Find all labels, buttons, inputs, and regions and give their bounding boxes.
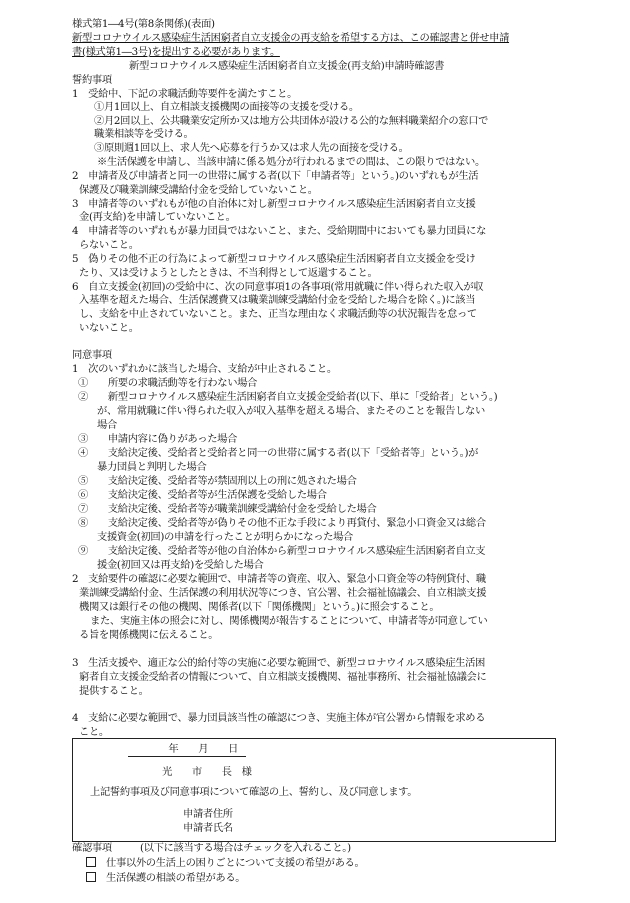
consent-line: ① 所要の求職活動等を行わない場合 (78, 377, 258, 389)
notice-line: 新型コロナウイルス感染症生活困窮者自立支援金の再支給を希望する方は、この確認書と併せ申請 (72, 32, 510, 44)
pledge-line: 5 偽りその他不正の行為によって新型コロナウイルス感染症生活困窮者自立支援金を受け (72, 253, 476, 265)
pledge-line: 6 自立支援金(初回)の受給中に、次の同意事項1の各事項(常用就職に伴い得られた収入が収 (72, 281, 484, 293)
consent-line: ⑤ 支給決定後、受給者等が禁固刑以上の刑に処された場合 (78, 475, 357, 487)
consent-line: ⑦ 支給決定後、受給者等が職業訓練受講給付金を受給した場合 (78, 503, 377, 515)
consent-line: こと。 (79, 726, 109, 738)
consent-line: ③ 申請内容に偽りがあった場合 (78, 433, 238, 445)
pledge-line: 1 受給中、下記の求職活動等要件を満たすこと。 (72, 88, 298, 100)
date-line: 年 月 日 (128, 743, 246, 757)
consent-line: 援金(初回又は再支給)を受給した場合 (97, 559, 264, 571)
consent-line: る旨を関係機関に伝えること。 (79, 629, 219, 641)
consent-line: 2 支給要件の確認に必要な範囲で、申請者等の資産、収入、緊急小口資金等の特例貸付、職 (72, 573, 486, 585)
checkbox-row[interactable] (86, 857, 364, 870)
applicant-address-label: 申請者住所 (183, 808, 233, 820)
pledge-line: 職業相談等を受ける。 (94, 128, 194, 140)
check-heading: 確認事項 (72, 842, 112, 854)
checkbox[interactable] (86, 872, 96, 882)
consent-line: 支援資金(初回)の申請を行ったことが明らかになった場合 (97, 531, 354, 543)
pledge-line: し、支給を中止されていないこと。また、正当な理由なく求職活動等の状況報告を怠って (79, 308, 477, 320)
consent-line: また、実施主体の照会に対し、関係機関が報告することについて、申請者等が同意してい (90, 615, 488, 627)
notice-line: 書(様式第1―3号)を提出する必要があります。 (72, 46, 280, 58)
consent-line: 1 次のいずれかに該当した場合、支給が中止されること。 (72, 363, 337, 375)
pledge-line: 入基準を超えた場合、生活保護費又は職業訓練受講給付金を受給した場合を除く。)に該当 (79, 294, 476, 306)
consent-line: 業訓練受講給付金、生活保護の利用状況等につき、官公署、社会福祉協議会、自立相談支援 (79, 587, 487, 599)
pledge-line: いないこと。 (79, 322, 139, 334)
pledge-line: 4 申請者等のいずれもが暴力団員ではないこと、また、受給期間中においても暴力団員にな (72, 225, 487, 237)
consent-line: ⑥ 支給決定後、受給者等が生活保護を受給した場合 (78, 489, 327, 501)
pledge-line: 2 申請者及び申請者と同一の世帯に属する者(以下「申請者等」という。)のいずれもが生活 (72, 170, 479, 182)
pledge-line: らないこと。 (79, 239, 139, 251)
pledge-line: ※生活保護を申請し、当該申請に係る処分が行われるまでの間は、この限りではない。 (97, 156, 485, 168)
pledge-line: ③原則週1回以上、求人先へ応募を行うか又は求人先の面接を受ける。 (94, 142, 409, 154)
applicant-name-label: 申請者氏名 (183, 822, 233, 834)
consent-line: 窮者自立支援金受給者の情報について、自立相談支援機関、福祉事務所、社会福祉協議会に (79, 671, 487, 683)
consent-line: 4 支給に必要な範囲で、暴力団員該当性の確認につき、実施主体が官公署から情報を求める (72, 712, 486, 724)
pledge-line: 金(再支給)を申請していないこと。 (79, 211, 236, 223)
form-id: 様式第1―4号(第8条関係)(表面) (72, 18, 215, 30)
agreement-statement: 上記誓約事項及び同意事項について確認の上、誓約し、及び同意します。 (90, 786, 418, 798)
consent-line: 機関又は銀行その他の機関、関係者(以下「関係機関」という。)に照会すること。 (79, 601, 440, 613)
check-note: (以下に該当する場合はチェックを入れること。) (140, 842, 351, 854)
pledge-line: 保護及び職業訓練受講給付金を受給していないこと。 (79, 184, 318, 196)
document-title: 新型コロナウイルス感染症生活困窮者自立支援金(再支給)申請時確認書 (129, 60, 445, 72)
consent-line: ⑨ 支給決定後、受給者等が他の自治体から新型コロナウイルス感染症生活困窮者自立支 (78, 545, 486, 557)
consent-line: 場合 (97, 419, 117, 431)
consent-line: ④ 支給決定後、受給者と受給者と同一の世帯に属する者(以下「受給者等」という。)が (78, 447, 479, 459)
consent-heading: 同意事項 (72, 349, 112, 361)
consent-line: 提供すること。 (79, 685, 149, 697)
checkbox-label: 生活保護の相談の希望がある。 (106, 872, 246, 884)
checkbox-label: 仕事以外の生活上の困りごとについて支援の希望がある。 (106, 857, 365, 869)
pledge-line: 3 申請者等のいずれもが他の自治体に対し新型コロナウイルス感染症生活困窮者自立支援 (72, 198, 476, 210)
consent-line: 暴力団員と判明した場合 (97, 461, 207, 473)
checkbox-row[interactable] (86, 872, 245, 885)
pledge-line: たり、又は受けようとしたときは、不当利得として返還すること。 (79, 267, 378, 279)
consent-line: ② 新型コロナウイルス感染症生活困窮者自立支援金受給者(以下、単に「受給者」という。) (78, 391, 498, 403)
checkbox[interactable] (86, 857, 96, 867)
pledge-line: ②月2回以上、公共職業安定所か又は地方公共団体が設ける公的な無料職業紹介の窓口で (94, 115, 489, 127)
consent-line: が、常用就職に伴い得られた収入が収入基準を超える場合、またそのことを報告しない (97, 405, 485, 417)
consent-line: ⑧ 支給決定後、受給者等が偽りその他不正な手段により再貸付、緊急小口資金又は総合 (78, 517, 486, 529)
pledge-line: ①月1回以上、自立相談支援機関の面接等の支援を受ける。 (94, 101, 359, 113)
consent-line: 3 生活支援や、適正な公的給付等の実施に必要な範囲で、新型コロナウイルス感染症生活困 (72, 657, 485, 669)
pledge-heading: 誓約事項 (72, 74, 112, 86)
addressee: 光 市 長 様 (162, 766, 252, 778)
